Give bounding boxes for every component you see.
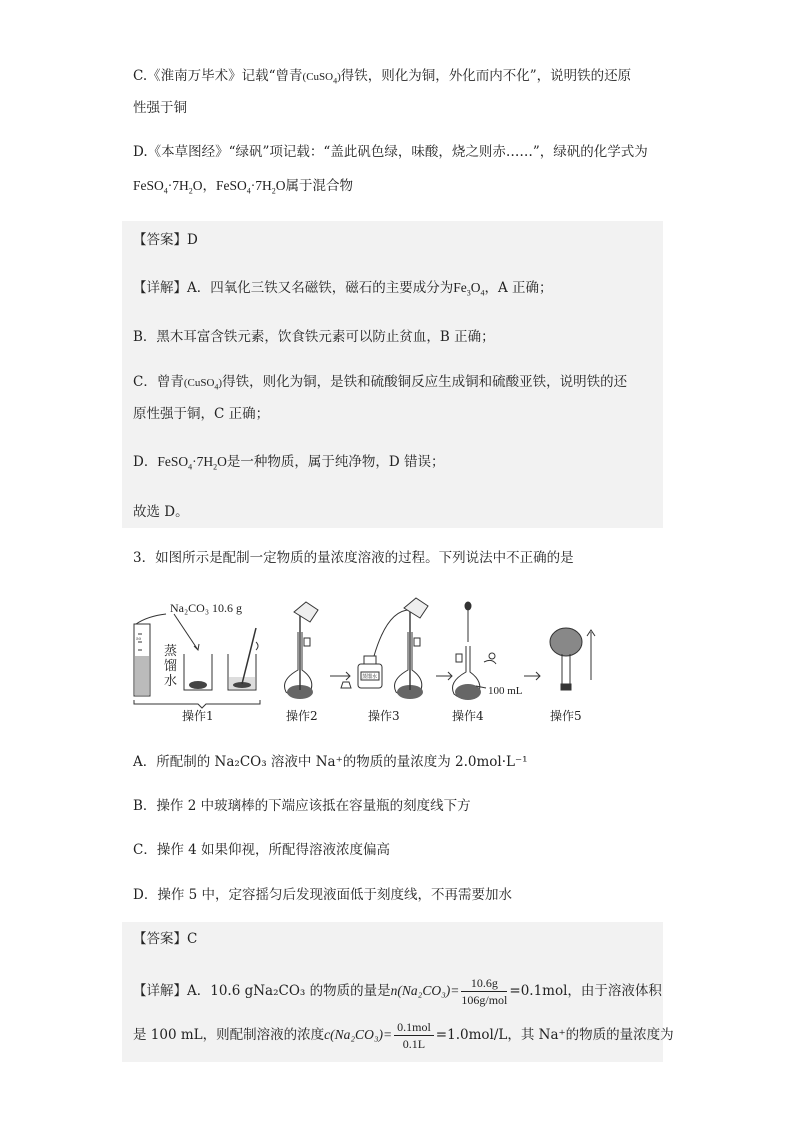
step-label-4: 操作4 — [452, 709, 484, 723]
svg-text:蒸馏水: 蒸馏水 — [362, 674, 378, 680]
water-label-3: 水 — [164, 674, 178, 689]
answer-q3: 【答案】C — [133, 931, 198, 947]
step-label-2: 操作2 — [286, 709, 318, 723]
operation-5 — [550, 628, 595, 690]
q3-stem: 3．如图所示是配制一定物质的量浓度溶液的过程。下列说法中不正确的是 — [133, 550, 574, 566]
detail-q2-d: D．$FeSO_4\cdot 7H_2O$是一种物质，属于纯净物，D 错误； — [133, 454, 445, 472]
q3-option-c: C．操作 4 如果仰视，所配得溶液浓度偏高 — [133, 842, 391, 858]
step-label-5: 操作5 — [550, 709, 582, 723]
q3-option-d: D．操作 5 中，定容摇匀后发现液面低于刻度线，不再需要加水 — [133, 887, 512, 903]
answer-q2: 【答案】D — [133, 232, 198, 248]
step-label-3: 操作3 — [368, 709, 400, 723]
solution-preparation-figure — [126, 592, 596, 724]
water-label-1: 蒸 — [164, 644, 178, 659]
q2-option-d-line2: $FeSO_4\cdot 7H_2O$，$FeSO_4\cdot 7H_2O$属于混合物 — [133, 178, 354, 196]
q2-option-c-line1: C.《淮南万毕术》记载“曾青(CuSO$_4$)得铁，则化为铜，外化而内不化”，说明铁的还原 — [133, 68, 632, 86]
q3-option-b: B．操作 2 中玻璃棒的下端应该抵在容量瓶的刻度线下方 — [133, 798, 471, 814]
operation-2 — [285, 602, 319, 699]
figure-reagent-label: Na₂CO₃ 10.6 g — [170, 601, 243, 615]
q3-option-a: A．所配制的 Na₂CO₃ 溶液中 Na⁺的物质的量浓度为 2.0mol·L⁻¹ — [133, 754, 528, 770]
detail-q2-conclusion: 故选 D。 — [133, 504, 189, 520]
volume-mark-label: 100 mL — [488, 685, 523, 697]
svg-text:50: 50 — [136, 636, 142, 641]
detail-q2-b: B．黑木耳富含铁元素，饮食铁元素可以防止贫血，B 正确； — [133, 329, 495, 345]
step-label-1: 操作1 — [182, 709, 214, 723]
detail-q2-a: 【详解】A．四氧化三铁又名磁铁，磁石的主要成分为$Fe_3O_4$，A 正确； — [133, 280, 553, 298]
q2-option-d-line1: D.《本草图经》“绿矾”项记载：“盖此矾色绿，味酸，烧之则赤……”，绿矾的化学式为 — [133, 144, 648, 160]
detail-q2-c-line1: C．曾青(CuSO$_4$)得铁，则化为铜，是铁和硫酸铜反应生成铜和硫酸亚铁，说明铁的还 — [133, 374, 628, 392]
detail-q2-c-line2: 原性强于铜，C 正确； — [133, 406, 270, 422]
operation-3-bottle — [341, 610, 412, 688]
detail-q3-a-line2: 是 100 mL，则配制溶液的浓度c(Na₂CO₃)= $\frac{\text{0.1mol}}{0.1L}$ =1.0mol/L，其 Na⁺的物质的量浓度为 — [133, 1020, 674, 1051]
detail-q3-a-line1: 【详解】A．10.6 gNa₂CO₃ 的物质的量是n(Na₂CO₃)= $\frac{10.6g}{\text{106g/mol}}$ =0.1mol，由于溶液体积 — [133, 976, 662, 1007]
q2-option-c-line2: 性强于铜 — [133, 100, 187, 116]
water-label-2: 馏 — [164, 659, 178, 674]
